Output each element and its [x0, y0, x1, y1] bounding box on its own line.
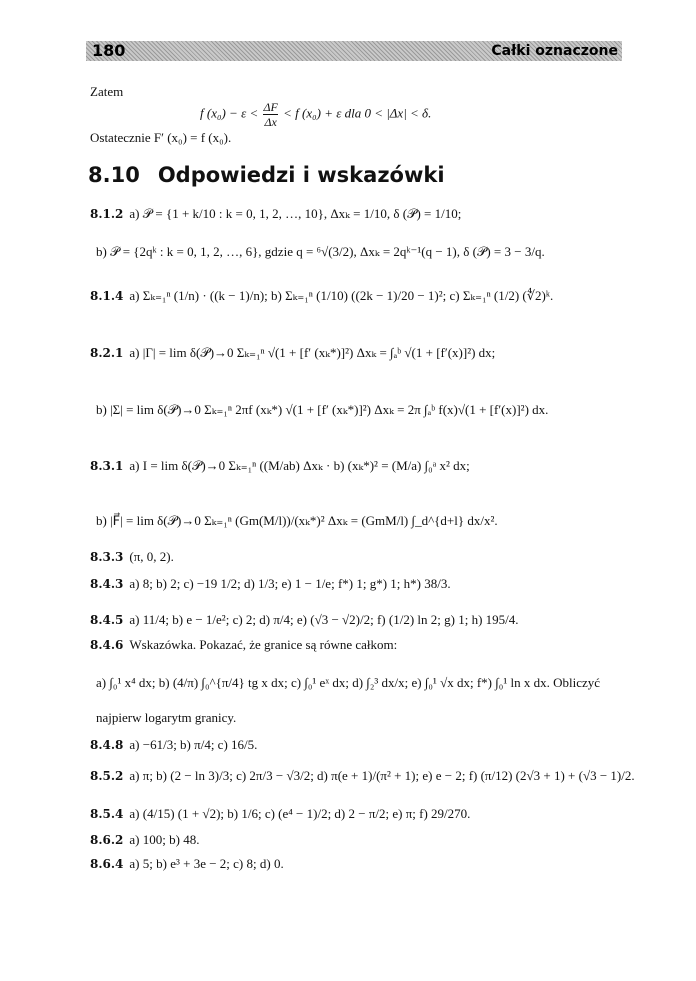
- answer-line: [90, 832, 626, 848]
- section-title: Odpowiedzi i wskazówki: [157, 163, 445, 187]
- answer-label: 8.3.3: [90, 550, 124, 564]
- inequality-numerator: ΔF: [263, 100, 278, 114]
- answer-text: a) (4/15) (1 + √2); b) 1/6; c) (e⁴ − 1)/2; d) 2 − π/2; e) π; f) 29/270.: [129, 806, 471, 821]
- answer-text: b) 𝒫 = {2qᵏ : k = 0, 1, 2, …, 6}, gdzie q = ⁶√(3/2), Δxₖ = 2qᵏ⁻¹(q − 1), δ (𝒫) = 3 − 3/q.: [96, 244, 545, 259]
- answer-label: 8.6.4: [90, 857, 124, 871]
- page-number: 180: [92, 41, 126, 60]
- answer-label: 8.3.1: [90, 459, 124, 473]
- answer-line: [90, 737, 626, 753]
- intro-zatem: Zatem: [90, 84, 124, 99]
- answer-label: 8.4.8: [90, 738, 124, 752]
- running-title: Całki oznaczone: [491, 43, 618, 59]
- answer-text: a) −61/3; b) π/4; c) 16/5.: [129, 737, 258, 752]
- answer-line: [90, 637, 626, 653]
- answer-text: a) Σₖ₌₁ⁿ (1/n) · ((k − 1)/n); b) Σₖ₌₁ⁿ (1/10) ((2k − 1)/20 − 1)²; c) Σₖ₌₁ⁿ (1/2) (∜2)ᵏ.: [129, 288, 554, 303]
- answer-line: [90, 856, 626, 872]
- answer-line: [90, 244, 626, 260]
- answer-text: a) π; b) (2 − ln 3)/3; c) 2π/3 − √3/2; d) π(e + 1)/(π² + 1); e) e − 2; f) (π/12) (2√3 + 1) + (√3 − 1)/2.: [129, 768, 635, 783]
- section-heading: [88, 163, 445, 187]
- answer-text: najpierw logarytm granicy.: [96, 710, 237, 725]
- answer-label: 8.4.5: [90, 613, 124, 627]
- answer-line: [90, 549, 626, 565]
- answer-label: 8.5.2: [90, 769, 124, 783]
- answer-text: a) 𝒫 = {1 + k/10 : k = 0, 1, 2, …, 10}, Δxₖ = 1/10, δ (𝒫) = 1/10;: [129, 206, 462, 221]
- answer-text: a) 8; b) 2; c) −19 1/2; d) 1/3; e) 1 − 1/e; f*) 1; g*) 1; h*) 38/3.: [129, 576, 451, 591]
- answer-line: [90, 458, 626, 474]
- answer-text: (π, 0, 2).: [129, 549, 174, 564]
- answer-text: a) 11/4; b) e − 1/e²; c) 2; d) π/4; e) (√3 − √2)/2; f) (1/2) ln 2; g) 1; h) 195/4.: [129, 612, 519, 627]
- answer-text: a) ∫₀¹ x⁴ dx; b) (4/π) ∫₀^{π/4} tg x dx; c) ∫₀¹ eˣ dx; d) ∫₂³ dx/x; e) ∫₀¹ √x dx; f*) ∫₀¹ ln x dx. Obliczyć: [96, 675, 601, 690]
- answer-label: 8.1.4: [90, 289, 124, 303]
- answer-label: 8.5.4: [90, 807, 124, 821]
- answer-line: [90, 806, 626, 822]
- answer-label: 8.4.6: [90, 638, 124, 652]
- answer-text: Wskazówka. Pokazać, że granice są równe całkom:: [129, 637, 398, 652]
- page-header: [86, 41, 622, 61]
- answer-label: 8.2.1: [90, 346, 124, 360]
- answer-label: 8.6.2: [90, 833, 124, 847]
- answer-label: 8.4.3: [90, 577, 124, 591]
- answer-line: [90, 345, 626, 361]
- inequality-left: f (x₀) − ε <: [200, 105, 259, 121]
- answer-text: b) |Σ| = lim δ(𝒫)→0 Σₖ₌₁ⁿ 2πf (xₖ*) √(1 + [f′ (xₖ*)]²) Δxₖ = 2π ∫ₐᵇ f(x)√(1 + [f′(x)]²) dx.: [96, 402, 549, 417]
- inequality-fraction: [263, 100, 277, 129]
- answer-text: b) |F⃗| = lim δ(𝒫)→0 Σₖ₌₁ⁿ (Gm(M/l))/(xₖ*)² Δxₖ = (GmM/l) ∫_d^{d+l} dx/x².: [96, 513, 498, 528]
- answer-line: [90, 612, 626, 628]
- answer-line: [90, 768, 635, 784]
- answer-text: a) 100; b) 48.: [129, 832, 200, 847]
- answer-line: [90, 675, 626, 691]
- intro-ostatecznie: Ostatecznie F′ (x₀) = f (x₀).: [90, 130, 232, 145]
- answer-line: [90, 402, 626, 418]
- answer-line: [90, 206, 626, 222]
- section-number: 8.10: [88, 163, 140, 187]
- inequality-right: < f (x₀) + ε dla 0 < |Δx| < δ.: [283, 105, 432, 121]
- answer-label: 8.1.2: [90, 207, 124, 221]
- answer-line: [90, 710, 626, 726]
- answer-text: a) |Γ| = lim δ(𝒫)→0 Σₖ₌₁ⁿ √(1 + [f′ (xₖ*)]²) Δxₖ = ∫ₐᵇ √(1 + [f′(x)]²) dx;: [129, 345, 496, 360]
- inequality-denominator: Δx: [264, 115, 277, 129]
- answer-text: a) 5; b) e³ + 3e − 2; c) 8; d) 0.: [129, 856, 284, 871]
- answer-line: [90, 576, 626, 592]
- answer-line: [90, 288, 626, 304]
- answer-text: a) I = lim δ(𝒫)→0 Σₖ₌₁ⁿ ((M/ab) Δxₖ · b) (xₖ*)² = (M/a) ∫₀ᵃ x² dx;: [129, 458, 470, 473]
- answer-line: [90, 513, 626, 529]
- intro-inequality: [200, 100, 626, 129]
